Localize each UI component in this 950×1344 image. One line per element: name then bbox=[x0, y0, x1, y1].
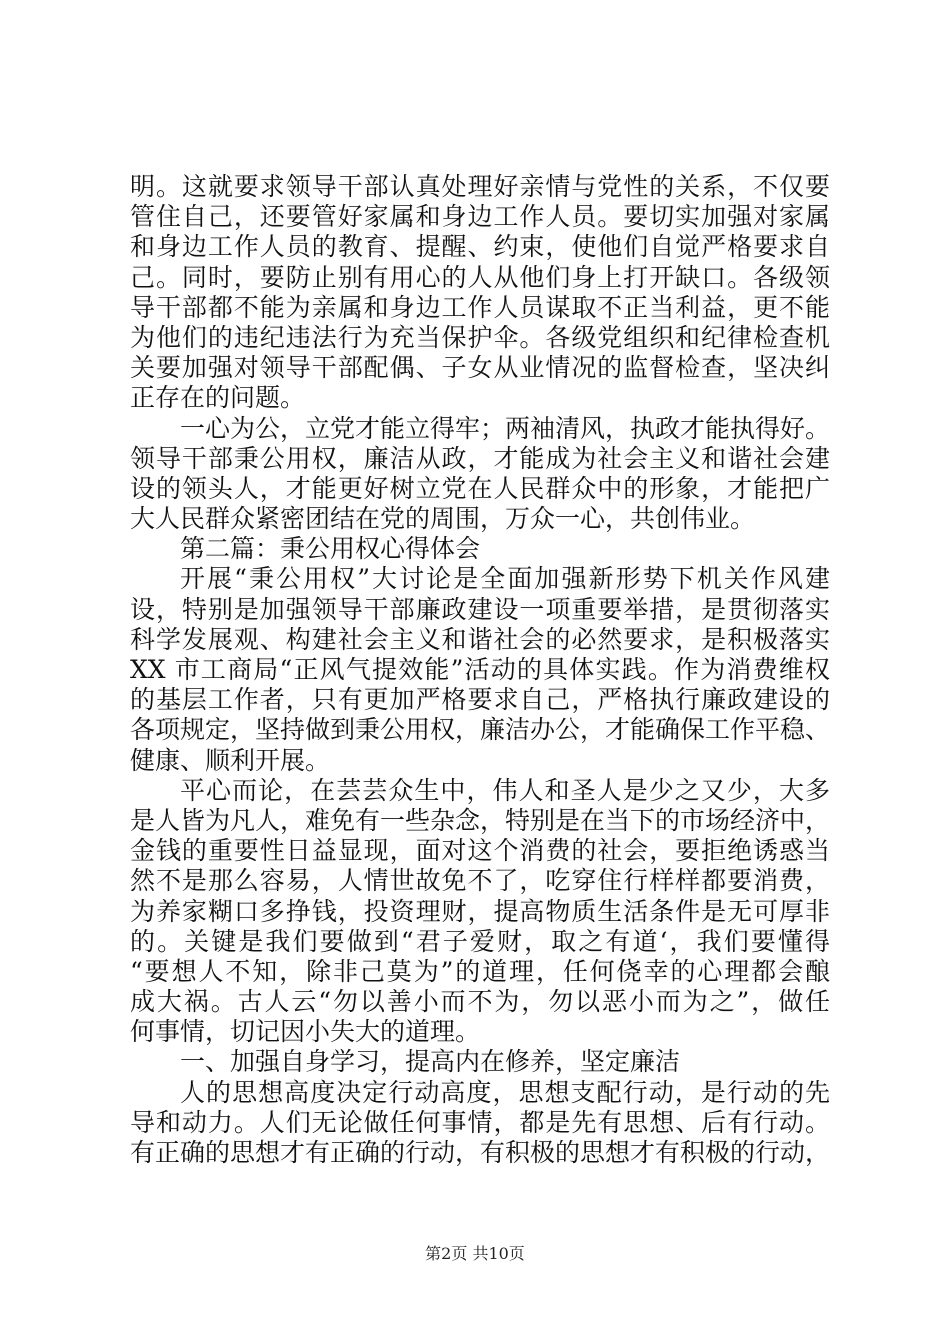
text-line: 的。关键是我们要做到“君子爱财，取之有道‘，我们要懂得 bbox=[130, 926, 830, 956]
text-line: 各项规定，坚持做到秉公用权，廉洁办公，才能确保工作平稳、 bbox=[130, 715, 831, 745]
text-line: 设的领头人，才能更好树立党在人民群众中的形象，才能把广 bbox=[130, 473, 830, 503]
text-line: 导和动力。人们无论做任何事情，都是先有思想、后有行动。 bbox=[130, 1107, 830, 1137]
text-line: 科学发展观、构建社会主义和谐社会的必然要求，是积极落实 bbox=[130, 624, 830, 654]
text-line: 开展“秉公用权”大讨论是全面加强新形势下机关作风建 bbox=[180, 564, 830, 594]
text-line: 明。这就要求领导干部认真处理好亲情与党性的关系，不仅要 bbox=[130, 172, 830, 201]
text-line: 何事情，切记因小失大的道理。 bbox=[130, 1017, 481, 1047]
text-line: 为他们的违纪违法行为充当保护伞。各级党组织和纪律检查机 bbox=[130, 322, 830, 352]
text-line: 导干部都不能为亲属和身边工作人员谋取不正当利益，更不能 bbox=[130, 292, 830, 322]
text-line: “要想人不知，除非己莫为”的道理，任何侥幸的心理都会酿 bbox=[130, 956, 830, 986]
text-line: 金钱的重要性日益显现，面对这个消费的社会，要拒绝诱惑当 bbox=[130, 836, 830, 866]
page-footer: 第2页 共10页 bbox=[425, 1244, 525, 1263]
text-line: 为养家糊口多挣钱，投资理财，提高物质生活条件是无可厚非 bbox=[130, 896, 830, 926]
text-line: 一、加强自身学习，提高内在修养，坚定廉洁 bbox=[180, 1047, 681, 1077]
text-line: 然不是那么容易，人情世故免不了，吃穿住行样样都要消费， bbox=[130, 866, 830, 896]
text-line: 设，特别是加强领导干部廉政建设一项重要举措，是贯彻落实 bbox=[130, 594, 830, 624]
text-line: 平心而论，在芸芸众生中，伟人和圣人是少之又少，大多 bbox=[180, 775, 830, 805]
text-line: 健康、顺利开展。 bbox=[130, 745, 331, 775]
text-line: 的基层工作者，只有更加严格要求自己，严格执行廉政建设的 bbox=[130, 685, 830, 715]
document-body bbox=[130, 172, 830, 1168]
text-line: XX 市工商局“正风气提效能”活动的具体实践。作为消费维权 bbox=[130, 655, 830, 684]
text-line: 管住自己，还要管好家属和身边工作人员。要切实加强对家属 bbox=[130, 202, 830, 232]
text-line: 领导干部秉公用权，廉洁从政，才能成为社会主义和谐社会建 bbox=[130, 443, 830, 473]
text-line: 和身边工作人员的教育、提醒、约束，使他们自觉严格要求自 bbox=[130, 232, 830, 262]
text-line: 关要加强对领导干部配偶、子女从业情况的监督检查，坚决纠 bbox=[130, 353, 830, 383]
text-line: 第二篇：秉公用权心得体会 bbox=[180, 534, 481, 564]
text-line: 有正确的思想才有正确的行动，有积极的思想才有积极的行动， bbox=[130, 1138, 831, 1167]
text-line: 己。同时，要防止别有用心的人从他们身上打开缺口。各级领 bbox=[130, 262, 830, 292]
text-line: 正存在的问题。 bbox=[130, 383, 306, 413]
text-line: 大人民群众紧密团结在党的周围，万众一心，共创伟业。 bbox=[130, 504, 756, 534]
text-line: 是人皆为凡人，难免有一些杂念，特别是在当下的市场经济中， bbox=[130, 805, 831, 835]
text-line: 成大祸。古人云“勿以善小而不为，勿以恶小而为之”，做任 bbox=[130, 987, 830, 1017]
text-line: 人的思想高度决定行动高度，思想支配行动，是行动的先 bbox=[180, 1077, 830, 1107]
text-line: 一心为公，立党才能立得牢；两袖清风，执政才能执得好。 bbox=[180, 413, 831, 443]
